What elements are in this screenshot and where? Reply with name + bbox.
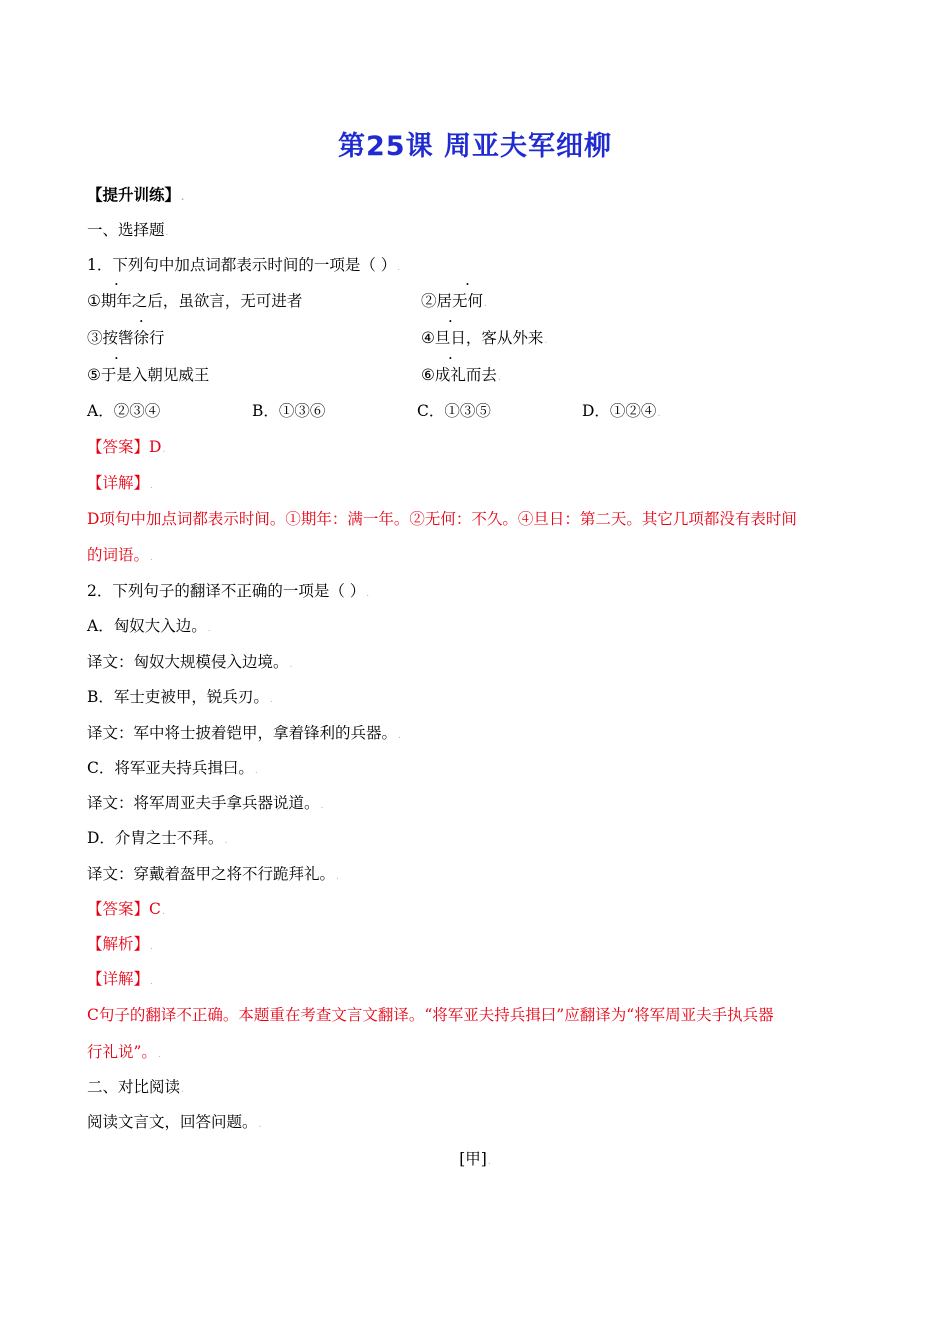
q2-stem: 2．下列句子的翻译不正确的一项是（ ）. (87, 582, 370, 600)
q1-item-3: ③按辔徐行 (87, 329, 165, 347)
q1-item-4: ④旦日，客从外来. (421, 329, 548, 347)
q1-item-6: ⑥成礼而去. (421, 366, 501, 384)
q2-detail-line2: 行礼说”。. (87, 1043, 161, 1061)
q1-detail-label: 【详解】. (87, 474, 153, 492)
q2-option-b-translation: 译文：军中将士披着铠甲，拿着锋利的兵器。. (87, 724, 401, 742)
q2-option-a-translation: 译文：匈奴大规模侵入边境。. (87, 653, 293, 671)
q1-item-5: ⑤于是入朝见威王 (87, 366, 210, 384)
q1-detail-line2: 的词语。. (87, 546, 153, 564)
part1-heading: 一、选择题. (87, 221, 169, 239)
q2-analysis-label: 【解析】. (87, 935, 153, 953)
q1-option-c: C．①③⑤ (417, 402, 491, 420)
passage-label: [甲]. (459, 1150, 491, 1168)
section-training: 【提升训练】. (87, 185, 185, 204)
q2-option-c-translation: 译文：将军周亚夫手拿兵器说道。. (87, 794, 324, 812)
q1-option-d: D．①②④. (582, 402, 661, 420)
q1-item-1: ①期年之后，虽欲言，无可进者 (87, 292, 303, 310)
q2-option-b: B．军士吏被甲，锐兵刃。. (87, 688, 273, 706)
q1-item-2: ②居无何. (421, 292, 487, 310)
q2-option-a: A．匈奴大入边。. (87, 617, 211, 635)
q1-option-a: A．②③④ (87, 402, 161, 420)
q2-answer: 【答案】C. (87, 900, 165, 918)
q1-detail-line1: D项句中加点词都表示时间。①期年：满一年。②无何：不久。④旦日：第二天。其它几项都没有表时间 (87, 510, 797, 528)
q1-answer: 【答案】D. (87, 438, 166, 456)
q2-option-c: C．将军亚夫持兵揖曰。. (87, 759, 258, 777)
q2-option-d: D．介胄之士不拜。. (87, 829, 228, 847)
q1-stem: 1．下列句中加点词都表示时间的一项是（ ）. (87, 256, 401, 274)
q2-detail-line1: C句子的翻译不正确。本题重在考查文言文翻译。“将军亚夫持兵揖曰”应翻译为“将军周亚夫手执兵器 (87, 1006, 774, 1024)
part2-heading: 二、对比阅读. (87, 1078, 184, 1096)
page-title: 第25课 周亚夫军细柳 (338, 131, 612, 162)
part2-instruction: 阅读文言文，回答问题。. (87, 1113, 262, 1131)
q2-option-d-translation: 译文：穿戴着盔甲之将不行跪拜礼。. (87, 865, 339, 883)
q1-option-b: B．①③⑥ (252, 402, 326, 420)
q2-detail-label: 【详解】. (87, 970, 153, 988)
